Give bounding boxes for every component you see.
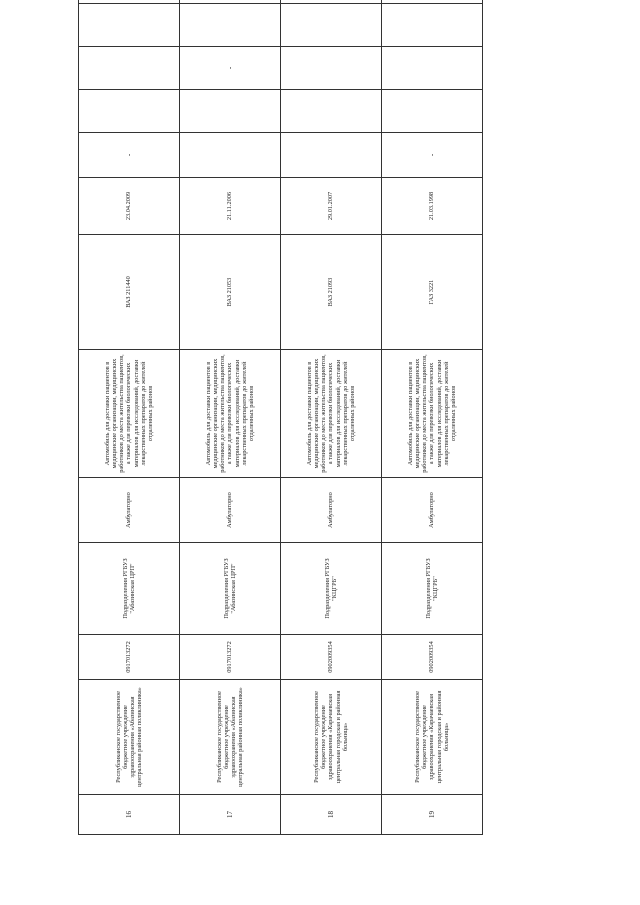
rotated-table-frame (78, 40, 483, 835)
purpose-cell: Автомобиль для доставки пациентов в медицинские организации, медицинских работников до места жительства пациентов, а также для перевозки биологических материалов для исследований, доставки лекарственных препаратов до жителей отдаленных районов (79, 350, 180, 478)
col9-cell (79, 90, 180, 133)
purpose-cell: Автомобиль для доставки пациентов в медицинские организации, медицинских работников до места жительства пациентов, а также для перевозки биологических материалов для исследований, доставки лекарственных препаратов до жителей отдаленных районов (281, 350, 382, 478)
col11-cell (382, 4, 483, 47)
table-row (281, 0, 382, 835)
col11-cell (180, 4, 281, 47)
care-type-cell: Амбулаторно (79, 478, 180, 543)
row-number: 17 (180, 795, 281, 835)
row-number: 19 (382, 795, 483, 835)
col11-cell (79, 4, 180, 47)
col12-cell (382, 0, 483, 4)
row-number: 18 (281, 795, 382, 835)
care-type-cell: Амбулаторно (281, 478, 382, 543)
table-row (79, 0, 180, 835)
location-cell: Подразделения РГБУЗ "КЦГРБ" (382, 543, 483, 635)
col11-cell (281, 4, 382, 47)
care-type-cell: Амбулаторно (382, 478, 483, 543)
col12-cell (180, 0, 281, 4)
col8-cell (281, 133, 382, 178)
purpose-cell: Автомобиль для доставки пациентов в медицинские организации, медицинских работников до места жительства пациентов, а также для перевозки биологических материалов для исследований, доставки лекарственных препаратов до жителей отдаленных районов (382, 350, 483, 478)
location-cell: Подразделения РГБУЗ "КЦГРБ" (281, 543, 382, 635)
vehicle-model-cell: ВАЗ 211440 (79, 235, 180, 350)
col10-cell: - (180, 47, 281, 90)
organization-name: Республиканское государственное бюджетное учреждение здравоохранения «Абазинская центральная районная поликлиника» (79, 680, 180, 795)
date-cell: 23.04.2009 (79, 178, 180, 235)
col10-cell (79, 47, 180, 90)
location-cell: Подразделения РГБУЗ "Абазинская ЦРП" (180, 543, 281, 635)
date-cell: 21.03.1998 (382, 178, 483, 235)
inn-cell: 0902009354 (281, 635, 382, 680)
inn-cell: 0917013272 (79, 635, 180, 680)
row-number: 16 (79, 795, 180, 835)
table-row (180, 0, 281, 835)
col9-cell (180, 90, 281, 133)
col8-cell: - (382, 133, 483, 178)
vehicle-table (78, 0, 483, 835)
col8-cell: - (79, 133, 180, 178)
care-type-cell: Амбулаторно (180, 478, 281, 543)
col9-cell (382, 90, 483, 133)
rotated-table-content (78, 40, 483, 835)
table-row (382, 0, 483, 835)
purpose-cell: Автомобиль для доставки пациентов в медицинские организации, медицинских работников до места жительства пациентов, а также для перевозки биологических материалов для исследований, доставки лекарственных препаратов до жителей отдаленных районов (180, 350, 281, 478)
date-cell: 29.01.2007 (281, 178, 382, 235)
col12-cell (281, 0, 382, 4)
location-cell: Подразделения РГБУЗ "Абазинская ЦРП" (79, 543, 180, 635)
col12-cell (79, 0, 180, 4)
organization-name: Республиканское государственное бюджетное учреждение здравоохранения «Карачаевская центральная городская и районная больница» (382, 680, 483, 795)
vehicle-model-cell: ВАЗ 21053 (180, 235, 281, 350)
col10-cell (382, 47, 483, 90)
inn-cell: 0917013272 (180, 635, 281, 680)
col9-cell (281, 90, 382, 133)
organization-name: Республиканское государственное бюджетное учреждение здравоохранения «Карачаевская центральная городская и районная больница» (281, 680, 382, 795)
date-cell: 21.11.2006 (180, 178, 281, 235)
vehicle-model-cell: ГАЗ 3221 (382, 235, 483, 350)
col10-cell (281, 47, 382, 90)
inn-cell: 0902009354 (382, 635, 483, 680)
organization-name: Республиканское государственное бюджетное учреждение здравоохранения «Абазинская центральная районная поликлиника» (180, 680, 281, 795)
col8-cell (180, 133, 281, 178)
vehicle-model-cell: ВАЗ 21093 (281, 235, 382, 350)
